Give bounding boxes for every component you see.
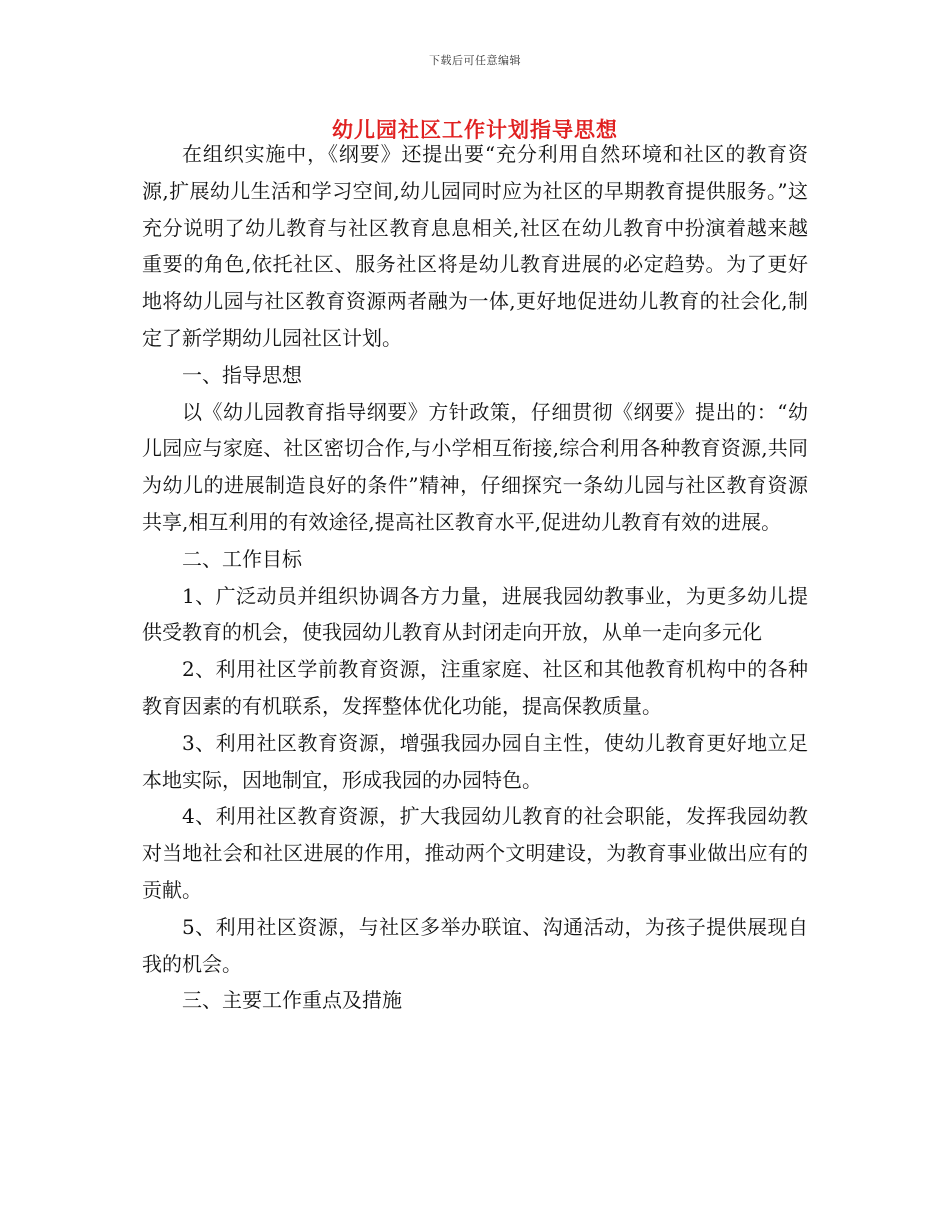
section-heading-guiding-thought: 一、指导思想 [182, 362, 302, 387]
page-header: 下载后可任意编辑 [429, 54, 521, 67]
document-title: 幼儿园社区工作计划指导思想 [332, 117, 618, 142]
paragraph-guiding-thought: 以《幼儿园教育指导纲要》方针政策，仔细贯彻《纲要》提出的：“幼儿园应与家庭、社区密切合作,与小学相互衔接,综合利用各种教育资源,共同为幼儿的进展制造良好的条件”精神，仔细探究一条幼儿园与社区教育资源共享,相互利用的有效途径,提高社区教育水平,促进幼儿教育有效的进展。 [142, 399, 808, 534]
goal-item-1: 1、广泛动员并组织协调各方力量，进展我园幼教事业，为更多幼儿提供受教育的机会，使我园幼儿教育从封闭走向开放，从单一走向多元化 [142, 583, 808, 645]
goal-item-4: 4、利用社区教育资源，扩大我园幼儿教育的社会职能，发挥我园幼教对当地社会和社区进展的作用，推动两个文明建设，为教育事业做出应有的贡献。 [142, 804, 808, 902]
document-body [142, 136, 808, 1019]
goal-item-3: 3、利用社区教育资源，增强我园办园自主性，使幼儿教育更好地立足本地实际，因地制宜，形成我园的办园特色。 [142, 730, 808, 792]
goal-item-5: 5、利用社区资源，与社区多举办联谊、沟通活动，为孩子提供展现自我的机会。 [142, 914, 808, 976]
goal-item-2: 2、利用社区学前教育资源，注重家庭、社区和其他教育机构中的各种教育因素的有机联系，发挥整体优化功能，提高保教质量。 [142, 657, 808, 718]
section-heading-work-goals: 二、工作目标 [182, 546, 302, 571]
section-heading-key-work: 三、主要工作重点及措施 [182, 988, 402, 1013]
paragraph-intro: 在组织实施中，《纲要》还提出要“充分利用自然环境和社区的教育资源,扩展幼儿生活和学习空间,幼儿园同时应为社区的早期教育提供服务。”这充分说明了幼儿教育与社区教育息息相关,社区在幼儿教育中扮演着越来越重要的角色,依托社区、服务社区将是幼儿教育进展的必定趋势。为了更好地将幼儿园与社区教育资源两者融为一体,更好地促进幼儿教育的社会化,制定了新学期幼儿园社区计划。 [142, 142, 808, 350]
